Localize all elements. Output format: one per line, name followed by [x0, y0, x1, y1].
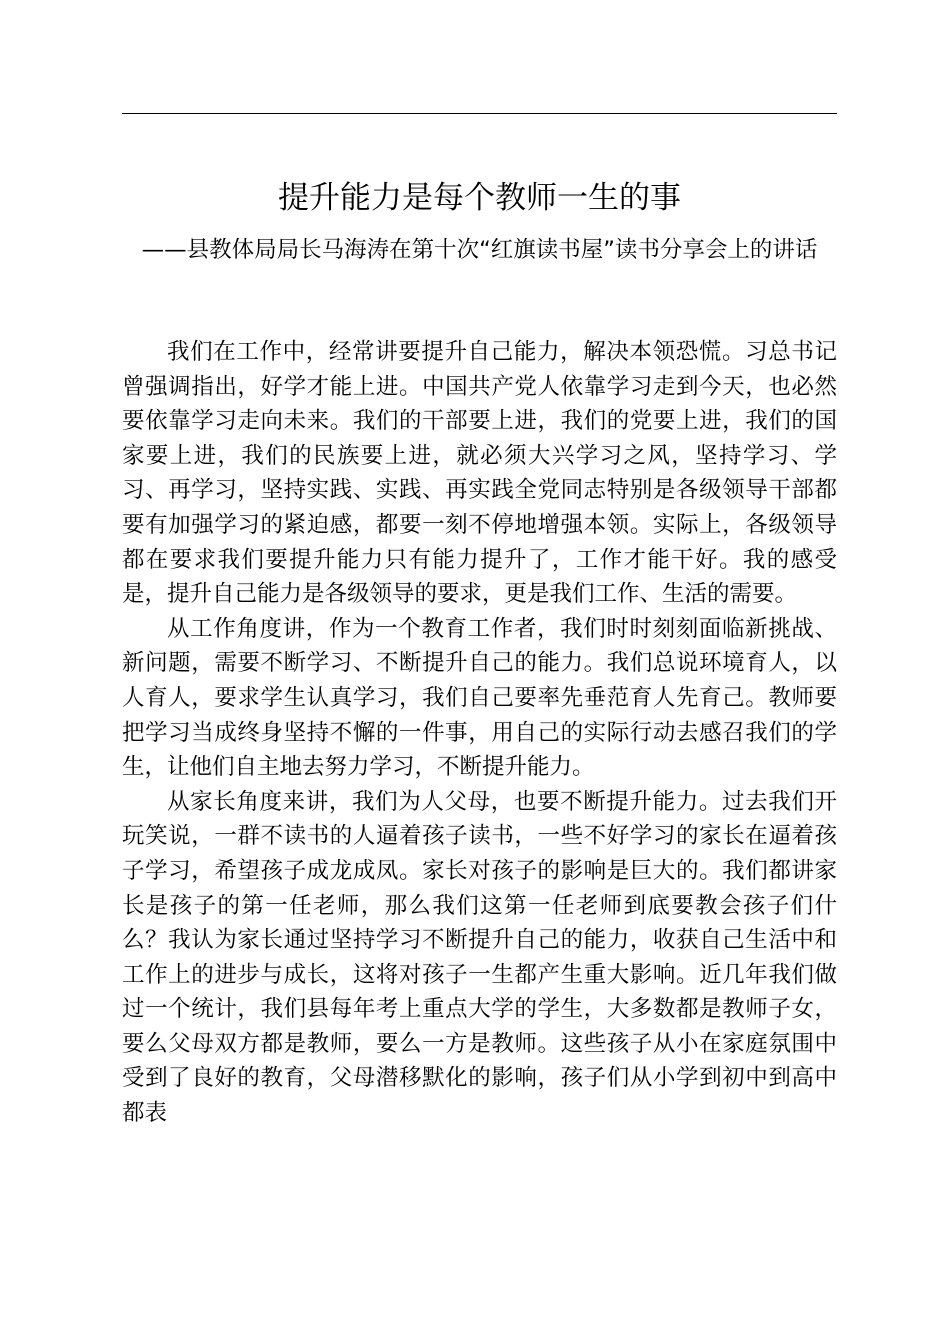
header-rule	[122, 113, 837, 114]
document-body	[122, 335, 837, 1131]
document-subtitle: ——县教体局局长马海涛在第十次“红旗读书屋”读书分享会上的讲话	[141, 237, 818, 263]
body-paragraph: 从工作角度讲，作为一个教育工作者，我们时时刻刻面临新挑战、新问题，需要不断学习、不断提升自己的能力。我们总说环境育人，以人育人，要求学生认真学习，我们自己要率先垂范育人先育己。教师要把学习当成终身坚持不懈的一件事，用自己的实际行动去感召我们的学生，让他们自主地去努力学习，不断提升能力。	[122, 615, 837, 781]
document-title: 提升能力是每个教师一生的事	[278, 180, 681, 216]
body-paragraph: 我们在工作中，经常讲要提升自己能力，解决本领恐慌。习总书记曾强调指出，好学才能上进。中国共产党人依靠学习走到今天，也必然要依靠学习走向未来。我们的干部要上进，我们的党要上进，我们的国家要上进，我们的民族要上进，就必须大兴学习之风，坚持学习、学习、再学习，坚持实践、实践、再实践全党同志特别是各级领导干部都要有加强学习的紧迫感，都要一刻不停地增强本领。实际上，各级领导都在要求我们要提升能力只有能力提升了，工作才能干好。我的感受是，提升自己能力是各级领导的要求，更是我们工作、生活的需要。	[122, 339, 837, 608]
body-paragraph: 从家长角度来讲，我们为人父母，也要不断提升能力。过去我们开玩笑说，一群不读书的人逼着孩子读书，一些不好学习的家长在逼着孩子学习，希望孩子成龙成凤。家长对孩子的影响是巨大的。我们都讲家长是孩子的第一任老师，那么我们这第一任老师到底要教会孩子们什么？我认为家长通过坚持学习不断提升自己的能力，收获自己生活中和工作上的进步与成长，这将对孩子一生都产生重大影响。近几年我们做过一个统计，我们县每年考上重点大学的学生，大多数都是教师子女，要么父母双方都是教师，要么一方是教师。这些孩子从小在家庭氛围中受到了良好的教育，父母潜移默化的影响，孩子们从小学到初中到高中都表	[122, 788, 837, 1127]
